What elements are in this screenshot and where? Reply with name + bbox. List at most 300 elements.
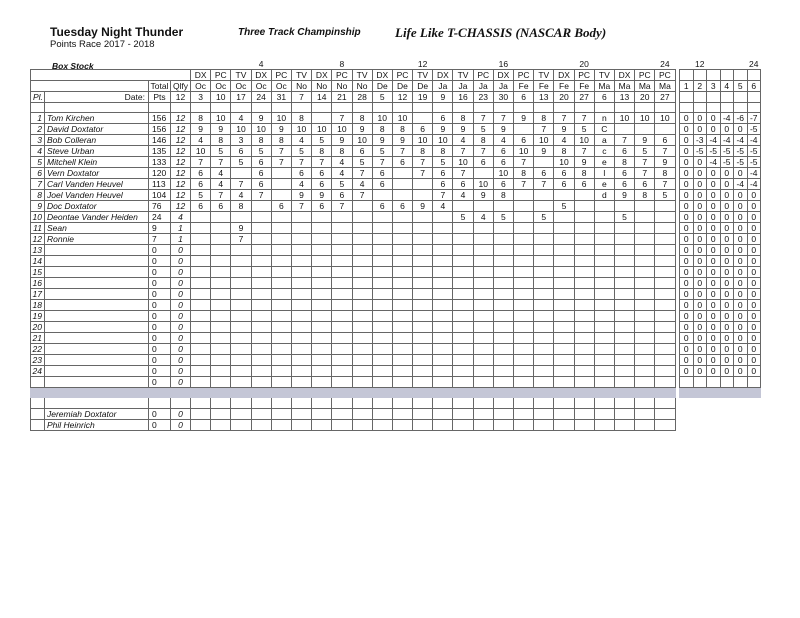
race-points	[594, 344, 614, 355]
drop-value: -5	[707, 146, 721, 157]
race-points	[211, 333, 231, 344]
race-points	[594, 322, 614, 333]
race-points: 6	[473, 157, 493, 168]
race-month: Ja	[493, 81, 513, 92]
race-points	[614, 311, 634, 322]
race-points	[251, 420, 271, 431]
driver-name: Ronnie	[45, 234, 149, 245]
drop-value: 0	[680, 245, 694, 256]
driver-name: Carl Vanden Heuvel	[45, 179, 149, 190]
race-points	[291, 322, 311, 333]
race-points	[392, 409, 412, 420]
race-points	[594, 245, 614, 256]
race-points	[271, 333, 291, 344]
race-points: 6	[251, 157, 271, 168]
place: 12	[31, 234, 45, 245]
race-points	[372, 311, 392, 322]
race-points	[251, 256, 271, 267]
race-points: 8	[413, 146, 433, 157]
race-points: 5	[372, 146, 392, 157]
race-month: Ja	[433, 81, 453, 92]
driver-name	[45, 300, 149, 311]
race-points: 5	[534, 212, 554, 223]
race-points	[231, 322, 251, 333]
race-points: 10	[433, 135, 453, 146]
race-number	[614, 60, 634, 70]
race-points	[493, 234, 513, 245]
race-points: 10	[413, 135, 433, 146]
race-points	[514, 409, 534, 420]
drop-value: 0	[680, 366, 694, 377]
race-points	[635, 311, 655, 322]
race-points	[211, 366, 231, 377]
race-points	[594, 366, 614, 377]
separator-band	[31, 388, 676, 398]
race-points: 6	[191, 201, 211, 212]
blank-cell	[413, 103, 433, 113]
drop-value: 0	[693, 157, 707, 168]
drop-value: 0	[720, 190, 734, 201]
drop-value: 0	[734, 201, 748, 212]
race-points	[594, 234, 614, 245]
race-points: 6	[191, 179, 211, 190]
drop-value: 0	[720, 355, 734, 366]
race-points	[614, 124, 634, 135]
drop-value: 0	[734, 245, 748, 256]
race-points	[534, 366, 554, 377]
drop-value: 0	[680, 168, 694, 179]
race-points	[493, 245, 513, 256]
race-points: 6	[614, 179, 634, 190]
race-points	[554, 234, 574, 245]
extra-row	[31, 398, 676, 409]
race-points: 7	[574, 146, 594, 157]
drop-value: 0	[680, 201, 694, 212]
race-points	[554, 366, 574, 377]
race-points	[372, 355, 392, 366]
race-points	[312, 212, 332, 223]
track-code: DX	[554, 70, 574, 81]
date-row	[31, 92, 676, 103]
race-points	[453, 300, 473, 311]
side-row	[680, 113, 761, 124]
race-points	[453, 223, 473, 234]
race-points	[514, 234, 534, 245]
race-points: 6	[352, 146, 372, 157]
race-points	[392, 366, 412, 377]
drop-value: 0	[734, 355, 748, 366]
race-day: 17	[231, 92, 251, 103]
race-month: Fe	[534, 81, 554, 92]
race-points	[453, 201, 473, 212]
blank-cell	[655, 103, 675, 113]
race-points	[231, 398, 251, 409]
race-month: Fe	[514, 81, 534, 92]
race-points: 7	[534, 124, 554, 135]
race-points	[534, 267, 554, 278]
race-points: 9	[352, 124, 372, 135]
race-points: 9	[392, 135, 412, 146]
race-points	[473, 377, 493, 388]
race-points	[433, 289, 453, 300]
table-row	[31, 135, 676, 146]
race-points	[574, 190, 594, 201]
drop-value: 0	[747, 344, 761, 355]
race-points: 10	[534, 135, 554, 146]
race-points	[514, 333, 534, 344]
race-points	[332, 333, 352, 344]
driver-name	[45, 344, 149, 355]
track-code: PC	[514, 70, 534, 81]
track-code: PC	[271, 70, 291, 81]
race-points: 10	[574, 135, 594, 146]
race-points	[433, 234, 453, 245]
track-code: PC	[473, 70, 493, 81]
race-points: 4	[291, 179, 311, 190]
race-points	[372, 420, 392, 431]
driver-name: David Doxtator	[45, 124, 149, 135]
drop-value: 0	[734, 212, 748, 223]
race-points: 4	[554, 135, 574, 146]
race-points: 4	[332, 157, 352, 168]
qualify-count: 0	[171, 289, 191, 300]
race-points	[332, 355, 352, 366]
table-row	[31, 190, 676, 201]
race-points	[191, 398, 211, 409]
side-row	[680, 124, 761, 135]
drop-value	[707, 377, 721, 388]
track-code: PC	[211, 70, 231, 81]
race-points	[655, 377, 675, 388]
drop-value: -6	[734, 113, 748, 124]
race-points	[635, 377, 655, 388]
drop-value: 0	[693, 278, 707, 289]
race-points: 8	[332, 146, 352, 157]
race-number: 12	[417, 60, 428, 69]
page-title: Tuesday Night Thunder	[50, 25, 184, 39]
side-spacer-row	[680, 103, 761, 113]
driver-name	[45, 398, 149, 409]
table-row	[31, 212, 676, 223]
race-points	[635, 344, 655, 355]
race-points	[191, 409, 211, 420]
race-month: No	[352, 81, 372, 92]
race-day: 16	[453, 92, 473, 103]
qlfy-count: 12	[171, 92, 191, 103]
race-points	[594, 311, 614, 322]
race-points	[453, 278, 473, 289]
race-points	[231, 212, 251, 223]
race-points	[211, 344, 231, 355]
race-points	[453, 355, 473, 366]
race-number: 20	[579, 60, 589, 69]
race-points: 3	[231, 135, 251, 146]
class-label: Box Stock	[52, 61, 94, 71]
race-points	[312, 245, 332, 256]
drop-value: 0	[680, 300, 694, 311]
race-points: 8	[453, 113, 473, 124]
race-points: 6	[332, 190, 352, 201]
race-points: 6	[271, 201, 291, 212]
driver-name	[45, 355, 149, 366]
side-blank-row	[680, 70, 761, 81]
pl-label: Pl.	[31, 92, 45, 103]
side-row	[680, 322, 761, 333]
race-points	[514, 420, 534, 431]
race-points: 10	[514, 146, 534, 157]
place: 9	[31, 201, 45, 212]
race-points	[655, 201, 675, 212]
race-points	[271, 344, 291, 355]
race-points	[635, 398, 655, 409]
blank-cell	[31, 103, 45, 113]
race-points: 4	[332, 168, 352, 179]
race-number	[352, 60, 372, 70]
race-points: 10	[291, 124, 311, 135]
side-race-number	[680, 60, 694, 70]
race-points	[271, 311, 291, 322]
qualify-count: 0	[171, 333, 191, 344]
race-day: 9	[433, 92, 453, 103]
drop-value: 0	[707, 267, 721, 278]
table-row	[31, 234, 676, 245]
drop-value: 0	[747, 190, 761, 201]
drop-value: 0	[680, 278, 694, 289]
drop-value: 0	[707, 234, 721, 245]
race-number	[392, 60, 412, 70]
side-blank-cell	[707, 103, 721, 113]
race-points: 5	[211, 146, 231, 157]
race-points	[655, 267, 675, 278]
race-points	[291, 366, 311, 377]
race-points	[352, 267, 372, 278]
race-points: 9	[534, 146, 554, 157]
race-month: Ma	[614, 81, 634, 92]
drop-value: 0	[707, 300, 721, 311]
drop-value: -4	[747, 135, 761, 146]
race-points	[453, 289, 473, 300]
race-points: 8	[534, 113, 554, 124]
race-points: 5	[352, 157, 372, 168]
race-day: 14	[312, 92, 332, 103]
race-points	[594, 289, 614, 300]
race-points	[332, 212, 352, 223]
race-points	[514, 366, 534, 377]
race-points	[554, 289, 574, 300]
race-points	[251, 377, 271, 388]
race-points	[594, 212, 614, 223]
driver-name	[45, 289, 149, 300]
race-points	[291, 300, 311, 311]
blank-cell	[534, 103, 554, 113]
race-points	[554, 311, 574, 322]
total-points: 0	[149, 278, 171, 289]
drop-value: 0	[707, 344, 721, 355]
race-points	[291, 245, 311, 256]
race-points	[574, 234, 594, 245]
track-code: DX	[251, 70, 271, 81]
race-points	[372, 245, 392, 256]
side-blank-cell	[693, 103, 707, 113]
extra-row	[31, 420, 676, 431]
race-points: 6	[191, 168, 211, 179]
race-points: 7	[493, 113, 513, 124]
drop-value: 0	[720, 333, 734, 344]
race-points	[614, 355, 634, 366]
race-points	[473, 201, 493, 212]
track-code: PC	[392, 70, 412, 81]
race-points	[191, 366, 211, 377]
race-points	[191, 355, 211, 366]
side-row	[680, 267, 761, 278]
race-points	[433, 409, 453, 420]
race-points	[231, 409, 251, 420]
race-points	[332, 256, 352, 267]
qlfy-label: Qlfy	[171, 81, 191, 92]
place: 20	[31, 322, 45, 333]
race-points: 8	[614, 157, 634, 168]
race-points	[372, 322, 392, 333]
race-day: 12	[392, 92, 412, 103]
total-points: 156	[149, 113, 171, 124]
race-points: 6	[554, 179, 574, 190]
race-points	[655, 289, 675, 300]
drop-value: 0	[720, 289, 734, 300]
race-points	[211, 300, 231, 311]
qualify-count: 4	[171, 212, 191, 223]
track-code: TV	[534, 70, 554, 81]
blank-cell	[514, 103, 534, 113]
race-points	[635, 267, 655, 278]
race-points: 8	[271, 135, 291, 146]
race-points	[614, 223, 634, 234]
place: 2	[31, 124, 45, 135]
race-points	[433, 256, 453, 267]
table-row	[31, 245, 676, 256]
race-number	[312, 60, 332, 70]
drop-value: 0	[747, 234, 761, 245]
race-points: c	[594, 146, 614, 157]
place: 19	[31, 311, 45, 322]
race-points	[211, 311, 231, 322]
table-row	[31, 278, 676, 289]
race-points	[332, 398, 352, 409]
track-code: DX	[433, 70, 453, 81]
drop-value: 0	[720, 212, 734, 223]
race-points	[413, 344, 433, 355]
side-blank-cell	[707, 92, 721, 103]
blank-cell	[171, 103, 191, 113]
race-points	[372, 344, 392, 355]
qualify-count: 12	[171, 201, 191, 212]
race-day: 20	[554, 92, 574, 103]
drop-value: 0	[680, 234, 694, 245]
race-points: e	[594, 179, 614, 190]
race-points	[413, 300, 433, 311]
race-points	[392, 344, 412, 355]
race-points: 7	[271, 146, 291, 157]
race-points: 5	[231, 157, 251, 168]
table-row	[31, 256, 676, 267]
race-day: 5	[372, 92, 392, 103]
drop-value: 0	[680, 311, 694, 322]
race-points	[231, 289, 251, 300]
standings-table	[30, 60, 676, 431]
race-points	[392, 212, 412, 223]
drop-value: 0	[707, 366, 721, 377]
race-points	[392, 311, 412, 322]
race-points: 4	[453, 190, 473, 201]
race-points	[534, 190, 554, 201]
race-points: 4	[433, 201, 453, 212]
drop-value: 0	[734, 366, 748, 377]
race-points	[514, 267, 534, 278]
total-points: 0	[149, 300, 171, 311]
race-points: 4	[231, 113, 251, 124]
drop-value: 0	[747, 278, 761, 289]
race-points	[614, 256, 634, 267]
qualify-count: 1	[171, 234, 191, 245]
side-blank-cell	[680, 92, 694, 103]
race-points: 7	[191, 157, 211, 168]
total-points: 135	[149, 146, 171, 157]
race-points: 6	[312, 179, 332, 190]
drop-value: 0	[734, 256, 748, 267]
race-points	[554, 420, 574, 431]
drop-value: 0	[720, 344, 734, 355]
drop-value: 0	[693, 322, 707, 333]
race-points	[352, 212, 372, 223]
race-points	[271, 267, 291, 278]
race-points: 5	[312, 135, 332, 146]
race-day: 21	[332, 92, 352, 103]
race-points	[392, 267, 412, 278]
race-points	[473, 322, 493, 333]
band-cell	[31, 388, 676, 398]
race-points	[655, 245, 675, 256]
drop-value: 0	[720, 201, 734, 212]
race-points: 10	[332, 124, 352, 135]
qualify-count: 12	[171, 146, 191, 157]
race-points: 9	[372, 135, 392, 146]
race-points	[635, 355, 655, 366]
race-points: 9	[655, 157, 675, 168]
blank-cell	[149, 103, 171, 113]
driver-name	[45, 245, 149, 256]
race-points	[392, 168, 412, 179]
blank-cell	[594, 103, 614, 113]
race-points: 8	[191, 113, 211, 124]
driver-name	[45, 278, 149, 289]
race-points	[352, 366, 372, 377]
race-points	[473, 311, 493, 322]
race-points	[251, 245, 271, 256]
total-points: 146	[149, 135, 171, 146]
race-month: Ja	[453, 81, 473, 92]
drop-value: 0	[680, 322, 694, 333]
total-points: 9	[149, 223, 171, 234]
race-number: 24	[660, 60, 670, 69]
race-points	[594, 398, 614, 409]
blank-cell	[45, 103, 149, 113]
track-code: PC	[574, 70, 594, 81]
race-points	[332, 344, 352, 355]
race-points	[211, 289, 231, 300]
qualify-count: 0	[171, 245, 191, 256]
drop-value: 0	[720, 179, 734, 190]
drop-value: 0	[734, 344, 748, 355]
drop-value: 0	[693, 366, 707, 377]
